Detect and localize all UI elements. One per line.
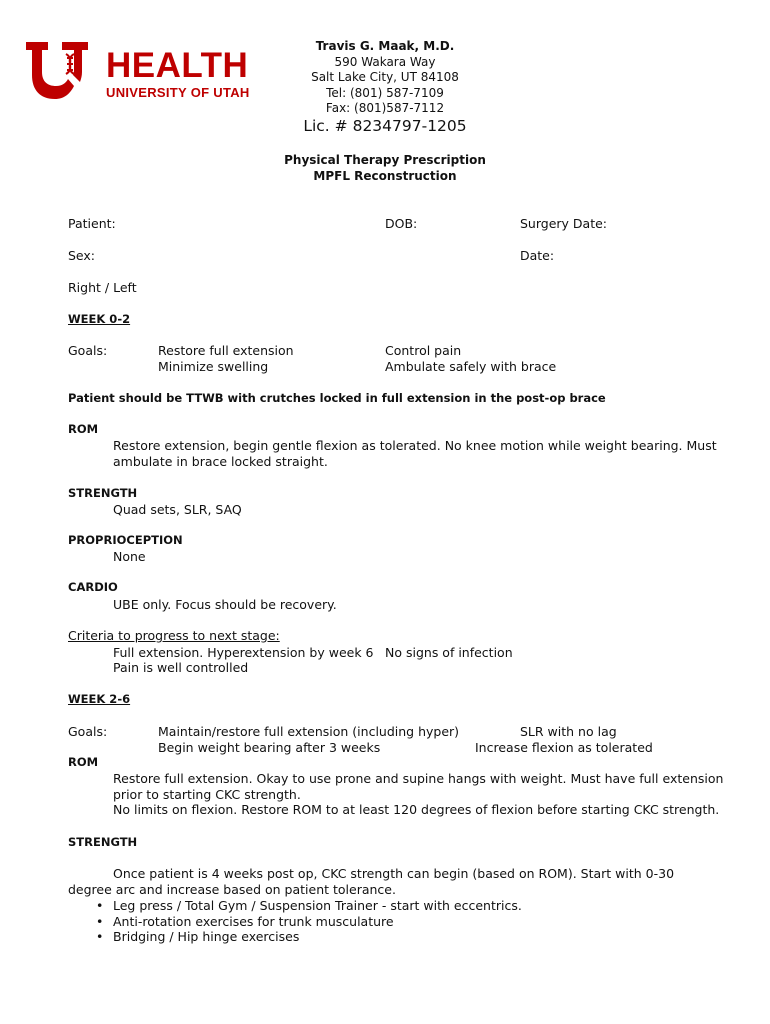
list-item: • Leg press / Total Gym / Suspension Trainer - start with eccentrics. <box>88 898 522 914</box>
week-0-2-heading: WEEK 0-2 <box>68 312 131 326</box>
week-0-2-goal: Ambulate safely with brace <box>385 359 557 374</box>
dob-label: DOB: <box>385 216 418 231</box>
week-2-6-goal: Maintain/restore full extension (including hyper) <box>158 724 460 739</box>
week-0-2-rom-heading: ROM <box>68 422 99 436</box>
week-0-2-goal: Control pain <box>385 343 462 358</box>
side-label: Right / Left <box>68 280 137 295</box>
week-2-6-goals-label: Goals: <box>68 724 108 739</box>
criteria-heading: Criteria to progress to next stage: <box>68 628 280 643</box>
week-2-6-rom-text: Restore full extension. Okay to use prone and supine hangs with weight. Must have full extension <box>113 771 724 786</box>
document-subtitle: MPFL Reconstruction <box>313 169 457 183</box>
proprioception-heading: PROPRIOCEPTION <box>68 533 183 547</box>
week-2-6-strength-text: degree arc and increase based on patient tolerance. <box>68 882 396 897</box>
criteria-item: Full extension. Hyperextension by week 6 <box>113 645 374 660</box>
proprioception-text: None <box>113 549 146 564</box>
city: Salt Lake City, UT 84108 <box>311 70 459 84</box>
sex-label: Sex: <box>68 248 96 263</box>
logo-brand: HEALTH <box>106 46 249 85</box>
surgery-date-label: Surgery Date: <box>520 216 607 231</box>
week-0-2-goal: Restore full extension <box>158 343 294 358</box>
university-logo <box>26 42 256 104</box>
address: 590 Wakara Way <box>334 55 436 69</box>
doctor-name: Travis G. Maak, M.D. <box>315 39 455 53</box>
week-0-2-goal: Minimize swelling <box>158 359 269 374</box>
week-2-6-goal: Increase flexion as tolerated <box>475 740 653 755</box>
week-2-6-strength-heading: STRENGTH <box>68 835 138 849</box>
week-0-2-rom-text: Restore extension, begin gentle flexion as tolerated. No knee motion while weight bearing. Must <box>113 438 717 453</box>
criteria-item: Pain is well controlled <box>113 660 249 675</box>
strength-exercise-list <box>88 898 522 945</box>
license-number: Lic. # 8234797-1205 <box>303 117 467 135</box>
list-item: • Anti-rotation exercises for trunk musculature <box>88 914 522 930</box>
cardio-heading: CARDIO <box>68 580 118 594</box>
telephone: Tel: (801) 587-7109 <box>326 86 444 100</box>
logo-subtitle: UNIVERSITY OF UTAH <box>106 85 250 100</box>
week-2-6-rom-text: prior to starting CKC strength. <box>113 787 301 802</box>
cardio-text: UBE only. Focus should be recovery. <box>113 597 337 612</box>
weight-bearing-note: Patient should be TTWB with crutches locked in full extension in the post-op brace <box>68 391 606 405</box>
week-2-6-goal: SLR with no lag <box>520 724 617 739</box>
criteria-item: No signs of infection <box>385 645 513 660</box>
week-0-2-strength-text: Quad sets, SLR, SAQ <box>113 502 242 517</box>
u-logo-icon <box>26 42 92 100</box>
list-item: • Bridging / Hip hinge exercises <box>88 929 522 945</box>
week-2-6-rom-heading: ROM <box>68 755 99 769</box>
patient-label: Patient: <box>68 216 116 231</box>
document-title: Physical Therapy Prescription <box>284 153 486 167</box>
week-0-2-rom-text: ambulate in brace locked straight. <box>113 454 328 469</box>
date-label: Date: <box>520 248 555 263</box>
week-2-6-strength-text: Once patient is 4 weeks post op, CKC strength can begin (based on ROM). Start with 0-30 <box>113 866 675 881</box>
week-0-2-strength-heading: STRENGTH <box>68 486 138 500</box>
week-0-2-goals-label: Goals: <box>68 343 108 358</box>
week-2-6-goal: Begin weight bearing after 3 weeks <box>158 740 381 755</box>
week-2-6-heading: WEEK 2-6 <box>68 692 131 706</box>
week-2-6-rom-text: No limits on flexion. Restore ROM to at least 120 degrees of flexion before starting CKC strength. <box>113 802 720 817</box>
fax: Fax: (801)587-7112 <box>325 101 445 115</box>
